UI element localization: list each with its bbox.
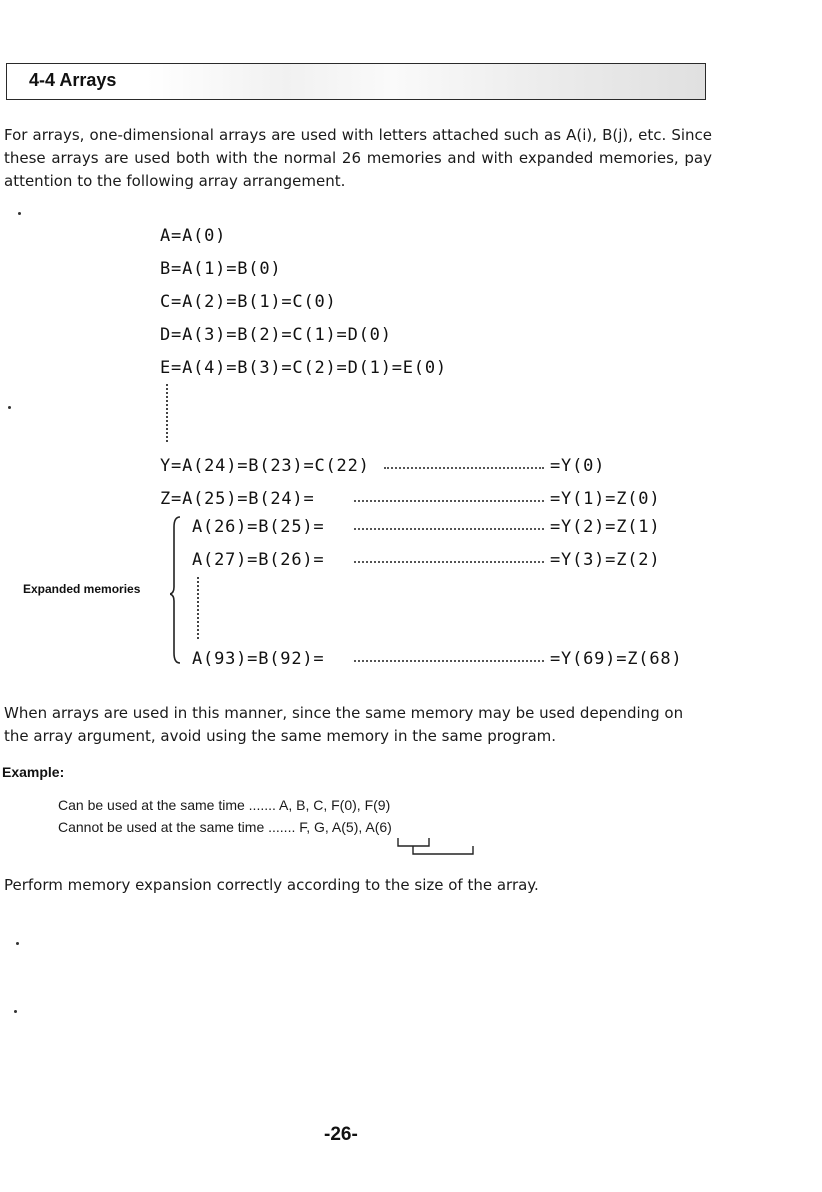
arrangement-line-e: E=A(4)=B(3)=C(2)=D(1)=E(0) <box>160 358 447 378</box>
dotted-leader <box>354 660 544 662</box>
example-can-line: Can be used at the same time ....... A, B, C, F(0), F(9) <box>58 797 391 813</box>
scan-speck <box>8 406 11 409</box>
dotted-leader <box>384 467 544 469</box>
expanded-line-27: A(27)=B(26)= <box>192 550 325 570</box>
scan-speck <box>14 1010 17 1013</box>
scan-speck <box>16 942 19 945</box>
arrangement-line-d: D=A(3)=B(2)=C(1)=D(0) <box>160 325 392 345</box>
arrangement-line-y: Y=A(24)=B(23)=C(22) <box>160 456 370 476</box>
arrangement-line-c: C=A(2)=B(1)=C(0) <box>160 292 337 312</box>
dotted-leader <box>354 500 544 502</box>
section-title: 4-4 Arrays <box>29 70 117 90</box>
expanded-memories-bracket <box>170 515 188 665</box>
section-header <box>6 63 706 100</box>
warning-paragraph: When arrays are used in this manner, since the same memory may be used depending on the array argument, avoid using the same memory in the same program. <box>4 704 684 745</box>
vertical-ellipsis <box>166 384 168 442</box>
page-number: -26- <box>324 1124 358 1145</box>
dotted-leader <box>354 561 544 563</box>
dotted-leader <box>354 528 544 530</box>
scan-speck <box>18 212 21 215</box>
vertical-ellipsis <box>197 577 199 639</box>
closing-paragraph: Perform memory expansion correctly according to the size of the array. <box>4 876 539 894</box>
arrangement-line-b: B=A(1)=B(0) <box>160 259 282 279</box>
expanded-line-93-right: =Y(69)=Z(68) <box>550 649 683 669</box>
arrangement-line-z-right: =Y(1)=Z(0) <box>550 489 661 509</box>
expanded-line-27-right: =Y(3)=Z(2) <box>550 550 661 570</box>
expanded-memories-label: Expanded memories <box>23 582 141 596</box>
arrangement-line-z: Z=A(25)=B(24)= <box>160 489 315 509</box>
conflict-brackets <box>395 836 485 860</box>
arrangement-line-a: A=A(0) <box>160 226 227 246</box>
intro-paragraph: For arrays, one-dimensional arrays are used with letters attached such as A(i), B(j), etc. Since these arrays are used both with the normal 26 memories and with expanded memories, pay attention to the following array arrangement. <box>4 126 712 190</box>
expanded-line-93: A(93)=B(92)= <box>192 649 325 669</box>
example-heading: Example: <box>2 764 65 780</box>
expanded-line-26-right: =Y(2)=Z(1) <box>550 517 661 537</box>
expanded-line-26: A(26)=B(25)= <box>192 517 325 537</box>
arrangement-line-y-right: =Y(0) <box>550 456 606 476</box>
example-cannot-line: Cannot be used at the same time ....... F, G, A(5), A(6) <box>58 819 392 835</box>
